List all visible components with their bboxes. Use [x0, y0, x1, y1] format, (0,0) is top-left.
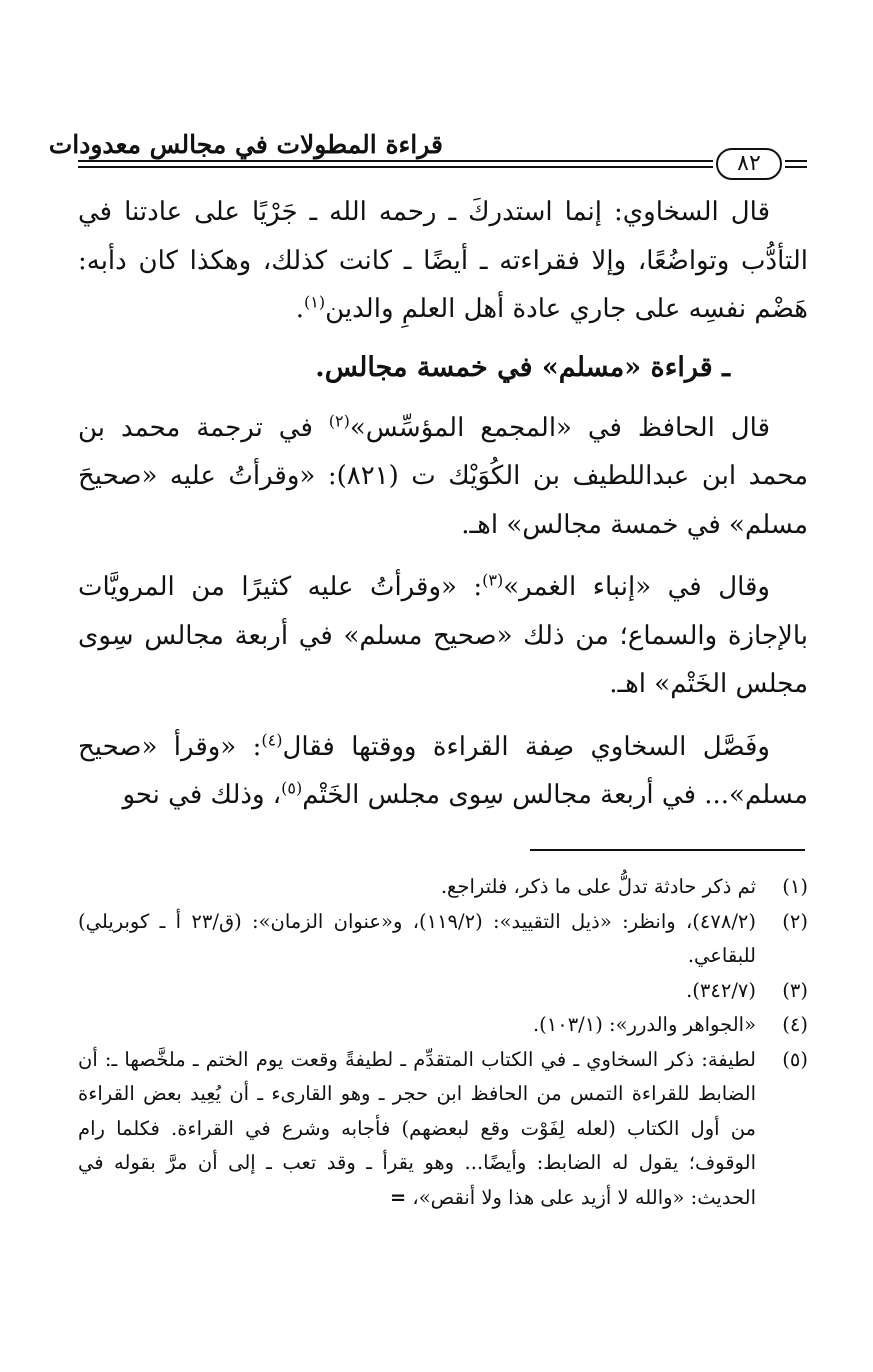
paragraph-2-text-b: في ترجمة محمد بن محمد ابن عبداللطيف بن الكُوَيْك ت (٨٢١): «وقرأتُ عليه «صحيحَ مسلم» في خمسة مجالس» اهـ. [78, 412, 809, 540]
paragraph-2-text-a: قال الحافظ في «المجمع المؤسِّس» [349, 412, 770, 443]
section-heading: ـ قراءة «مسلم» في خمسة مجالس. [315, 351, 730, 383]
paragraph-2 [78, 404, 808, 550]
footnote-4 [78, 1008, 808, 1043]
main-text [78, 188, 808, 834]
footnote-ref-1: (١) [304, 292, 326, 312]
footnote-text: ثم ذكر حادثة تدلُّ على ما ذكر، فلتراجع. [440, 875, 756, 898]
paragraph-4-text-b: : «وقرأ «صحيح مسلم»... في أربعة مجالس سِوى مجلس الخَتْم [78, 731, 808, 810]
footnote-5-body: لطيفة: ذكر السخاوي ـ في الكتاب المتقدِّم ـ لطيفةً وقعت يوم الختم ـ ملخَّصها ـ: أن الضابط للقراءة التمس من الحافظ ابن حجر ـ وهو القارىء ـ أن يُعِيد بعض القراءة من أول الكتاب (لعله لِفَوْت وقع لبعضهم) فأجابه وشرع في القراءة. فكلما رام الوقوف؛ يقول له الضابط: وأيضًا... وهو يقرأ ـ وقد تعب ـ إلى أن مرَّ بقوله في الحديث: «والله لا أزيد على هذا ولا أنقص»، [78, 1047, 756, 1209]
continuation-mark: = [389, 1185, 407, 1209]
footnote-ref-3: (٣) [482, 570, 504, 590]
footnote-separator [530, 849, 805, 851]
footnote-ref-2: (٢) [328, 410, 350, 430]
paragraph-4-text-a: وفَصَّل السخاوي صِفة القراءة ووقتها فقال [282, 731, 770, 762]
footnote-5 [78, 1043, 808, 1216]
paragraph-1 [78, 188, 808, 334]
footnotes [78, 870, 808, 1215]
paragraph-1-text: قال السخاوي: إنما استدركَ ـ رحمه الله ـ جَرْيًا على عادتنا في التأدُّب وتواضُعًا، وإلا فقراءته ـ أيضًا ـ كانت كذلك، وهكذا كان دأبه: هَضْم نفسِه على جاري عادة أهل العلمِ والدين [78, 197, 808, 324]
footnote-2 [78, 905, 808, 974]
paragraph-4 [78, 723, 808, 820]
footnote-text: «الجواهر والدرر»: (١٠٣/١). [532, 1013, 756, 1036]
page-number: ٨٢ [716, 148, 782, 180]
header-rule-right-top [785, 160, 807, 162]
footnote-number: (٥) [782, 1047, 808, 1071]
paragraph-3-text-a: وقال في «إنباء الغمر» [503, 572, 770, 602]
footnote-number: (٤) [782, 1013, 808, 1036]
footnote-3 [78, 974, 808, 1009]
footnote-ref-5: (٥) [281, 778, 303, 798]
paragraph-3 [78, 563, 808, 709]
header-rule-right-bottom [785, 166, 807, 168]
paragraph-1-end: . [295, 294, 305, 324]
header-rule-bottom [78, 166, 713, 168]
footnote-number: (١) [782, 875, 808, 898]
header-rule-top [78, 160, 713, 162]
footnote-number: (٢) [782, 909, 808, 933]
footnote-text [78, 1043, 756, 1216]
footnote-ref-4: (٤) [261, 729, 283, 749]
footnote-text: (٤٧٨/٢)، وانظر: «ذيل التقييد»: (١١٩/٢)، و«عنوان الزمان»: (ق/٢٣ أ ـ كوبريلي) للبقاعي. [78, 909, 756, 967]
paragraph-4-text-c: ، وذلك في نحو [122, 780, 282, 810]
running-title: قراءة المطولات في مجالس معدودات [48, 130, 443, 159]
footnote-number: (٣) [782, 978, 808, 1002]
footnote-text: (٣٤٢/٧). [686, 978, 756, 1002]
footnote-1 [78, 870, 808, 905]
paragraph-3-text-b: : «وقرأتُ عليه كثيرًا من المرويَّات بالإجازة والسماع؛ من ذلك «صحيح مسلم» في أربعة مجالس سِوى مجلس الخَتْم» اهـ. [78, 572, 808, 699]
